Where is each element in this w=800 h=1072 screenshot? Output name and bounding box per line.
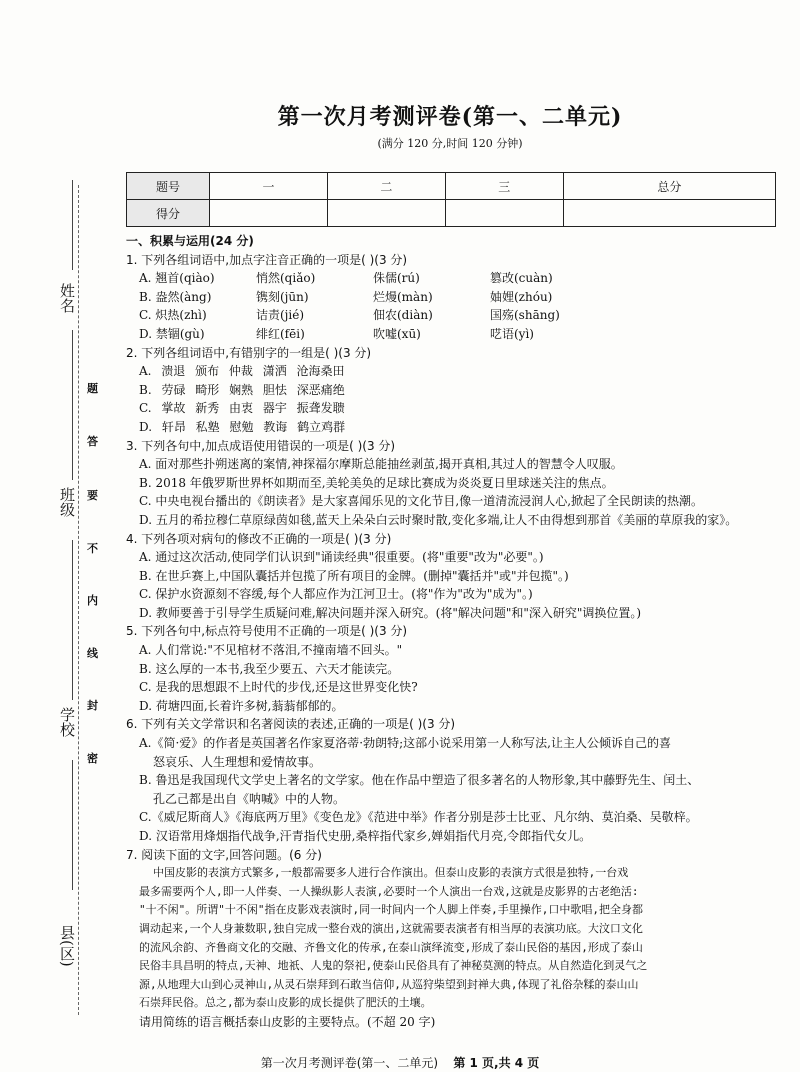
- seal-char: 要: [87, 489, 98, 502]
- reading-passage-line: 石崇拜民俗。总之,都为泰山皮影的成长提供了肥沃的土壤。: [139, 996, 432, 1010]
- option-row: [126, 306, 776, 325]
- county-label: 县(区): [58, 925, 76, 967]
- option-row: B. 鲁迅是我国现代文学史上著名的文学家。他在作品中塑造了很多著名的人物形象,其中藤野先生、闰土、: [139, 773, 700, 788]
- option-row: D. 五月的希拉穆仁草原绿茵如毯,蓝天上朵朵白云时聚时散,变化多端,让人不由得想到那首《美丽的草原我的家》。: [139, 512, 738, 527]
- option-item: 呓语(yì): [490, 326, 534, 341]
- school-label: 学校: [58, 707, 76, 737]
- option-row: D. 教师要善于引导学生质疑问难,解决问题并深入研究。(将"解决问题"和"深入研究"调换位置。): [139, 605, 642, 620]
- table-row: [127, 200, 776, 227]
- option-row: [126, 325, 776, 344]
- seal-dashed-line: [78, 185, 79, 1015]
- option-item: D. 禁锢(gù): [139, 326, 205, 341]
- score-cell[interactable]: [210, 200, 328, 227]
- seal-char: 密: [87, 752, 98, 765]
- option-row: C. 是我的思想跟不上时代的步伐,还是这世界变化快?: [139, 680, 418, 695]
- name-label: 姓名: [58, 283, 76, 313]
- option-row: A. 通过这次活动,使同学们认识到"诵读经典"很重要。(将"重要"改为"必要"。): [139, 550, 544, 565]
- option-item: C. 炽热(zhì): [139, 308, 207, 323]
- seal-char: 内: [87, 594, 98, 607]
- option-row: [126, 269, 776, 288]
- question-content: [126, 232, 776, 1032]
- option-row: B. 劳碌 畸形 娴熟 胆怯 深恶痛绝: [139, 382, 345, 397]
- option-row: C. 中央电视台播出的《朗读者》是大家喜闻乐见的文化节目,像一道清流浸润人心,掀起了全民朗读的热潮。: [139, 494, 704, 509]
- option-item: 烂熳(màn): [373, 289, 433, 304]
- score-table: [126, 172, 776, 227]
- option-item: 篡改(cuàn): [490, 271, 553, 286]
- option-item: 诘责(jié): [256, 308, 305, 323]
- page-footer: [0, 1054, 800, 1071]
- option-row: D. 轩昂 私塾 慰勉 教诲 鹤立鸡群: [139, 419, 346, 434]
- table-header-cell: 总分: [563, 173, 775, 200]
- table-header-cell: 题号: [127, 173, 210, 200]
- seal-char: 不: [87, 542, 98, 555]
- option-row-continued: 孔乙己都是出自《呐喊》中的人物。: [153, 791, 346, 806]
- option-row: B. 这么厚的一本书,我至少要五、六天才能读完。: [139, 661, 400, 676]
- question-stem: 1. 下列各组词语中,加点字注音正确的一项是( )(3 分): [126, 252, 408, 267]
- score-cell[interactable]: [445, 200, 563, 227]
- reading-passage-line: 民俗丰具昌明的特点,天神、地祇、人鬼的祭祀,使泰山民俗具有了神秘莫测的特点。从自然造化到灵气之: [139, 959, 648, 973]
- school-underline: [72, 540, 73, 700]
- option-row: D. 汉语常用烽烟指代战争,汗青指代史册,桑梓指代家乡,婵娟指代月亮,令郎指代女儿。: [139, 829, 592, 843]
- option-item: 悄然(qiǎo): [256, 271, 316, 286]
- class-label: 班级: [58, 487, 76, 517]
- option-row: A. 溃退 颁布 仲裁 潇洒 沧海桑田: [139, 364, 345, 379]
- section-heading: 一、积累与运用(24 分): [126, 234, 254, 248]
- binding-margin: [0, 0, 112, 1072]
- seal-char: 封: [87, 699, 98, 712]
- table-header-cell: 三: [445, 173, 563, 200]
- option-row: A.《简·爱》的作者是英国著名作家夏洛蒂·勃朗特;这部小说采用第一人称写法,让主人公倾诉自己的喜: [139, 736, 671, 751]
- score-cell[interactable]: [563, 200, 775, 227]
- option-row: A. 人们常说:"不见棺材不落泪,不撞南墙不回头。": [139, 643, 403, 658]
- class-underline: [72, 330, 73, 480]
- option-item: A. 翘首(qiào): [139, 271, 215, 286]
- reading-passage-line: "十不闲"。所谓"十不闲"指在皮影戏表演时,同一时间内一个人脚上伴奏,手里操作,口中歌唱,把全身都: [139, 903, 643, 917]
- question-stem: 7. 阅读下面的文字,回答问题。(6 分): [126, 847, 322, 862]
- table-row: [127, 173, 776, 200]
- option-row: A. 面对那些扑朔迷离的案情,神探福尔摩斯总能抽丝剥茧,揭开真相,其过人的智慧令人叹服。: [139, 457, 623, 472]
- question-stem: 4. 下列各项对病句的修改不正确的一项是( )(3 分): [126, 531, 392, 546]
- option-item: 侏儒(rú): [373, 271, 420, 286]
- table-header-cell: 得分: [127, 200, 210, 227]
- option-row: C. 掌故 新秀 由衷 器宇 振聋发聩: [139, 401, 345, 416]
- question-prompt: 请用简练的语言概括泰山皮影的主要特点。(不超 20 字): [139, 1014, 436, 1029]
- option-row: C. 保护水资源刻不容缓,每个人都应作为江河卫士。(将"作为"改为"成为"。): [139, 587, 533, 602]
- option-item: 国殇(shāng): [490, 308, 560, 323]
- page-subtitle: (满分 120 分,时间 120 分钟): [377, 137, 523, 150]
- name-underline: [72, 180, 73, 270]
- seal-char: 题: [87, 382, 98, 395]
- county-underline: [72, 760, 73, 890]
- reading-passage-line: 的流风余韵、齐鲁商文化的交融、齐鲁文化的传承,在泰山演绎流变,形成了泰山民俗的基因,形成了泰山: [139, 940, 643, 954]
- reading-passage-line: 源,从地理大山到心灵神山,从灵石崇拜到石敢当信仰,从巡狩柴望到封禅大典,体现了礼俗杂糅的泰山山: [139, 977, 639, 991]
- option-item: 妯娌(zhóu): [490, 289, 553, 304]
- page-title: 第一次月考测评卷(第一、二单元): [277, 104, 623, 130]
- option-row: D. 荷塘四面,长着许多树,蓊蓊郁郁的。: [139, 698, 344, 713]
- option-item: 佃农(diàn): [373, 308, 433, 323]
- question-stem: 5. 下列各句中,标点符号使用不正确的一项是( )(3 分): [126, 624, 408, 639]
- seal-char: 答: [87, 435, 98, 448]
- seal-char: 线: [87, 647, 98, 660]
- option-item: B. 盎然(àng): [139, 289, 212, 304]
- table-header-cell: 一: [210, 173, 328, 200]
- option-row: C.《威尼斯商人》《海底两万里》《变色龙》《范进中举》作者分别是莎士比亚、凡尔纳、莫泊桑、吴敬梓。: [139, 810, 698, 825]
- reading-passage-line: 最多需要两个人,即一人伴奏、一人操纵影人表演,必要时一个人演出一台戏,这就是皮影界的古老绝活:: [139, 884, 639, 898]
- option-row: [126, 288, 776, 307]
- page-number: 第 1 页,共 4 页: [453, 1056, 540, 1070]
- footer-title: 第一次月考测评卷(第一、二单元): [260, 1056, 439, 1070]
- reading-passage-line: 中国皮影的表演方式繁多,一般都需要多人进行合作演出。但泰山皮影的表演方式很是独特,一台戏: [153, 866, 629, 880]
- reading-passage-line: 调动起来,一个人身兼数职,独自完成一整台戏的演出,这就需要表演者有相当厚的表演功底。大汶口文化: [139, 921, 643, 935]
- score-cell[interactable]: [327, 200, 445, 227]
- option-item: 镌刻(jūn): [256, 289, 309, 304]
- question-stem: 3. 下列各句中,加点成语使用错误的一项是( )(3 分): [126, 438, 396, 453]
- option-row: B. 在世乒赛上,中国队囊括并包揽了所有项目的金牌。(删掉"囊括并"或"并包揽"。): [139, 568, 569, 583]
- option-row-continued: 怒哀乐、人生理想和爱情故事。: [153, 754, 322, 769]
- option-row: B. 2018 年俄罗斯世界杯如期而至,美轮美奂的足球比赛成为炎炎夏日里球迷关注的焦点。: [139, 475, 614, 490]
- question-stem: 2. 下列各组词语中,有错别字的一组是( )(3 分): [126, 345, 372, 360]
- table-header-cell: 二: [327, 173, 445, 200]
- question-stem: 6. 下列有关文学常识和名著阅读的表述,正确的一项是( )(3 分): [126, 717, 456, 732]
- option-item: 绯红(fēi): [256, 326, 305, 341]
- option-item: 吹嘘(xū): [373, 326, 421, 341]
